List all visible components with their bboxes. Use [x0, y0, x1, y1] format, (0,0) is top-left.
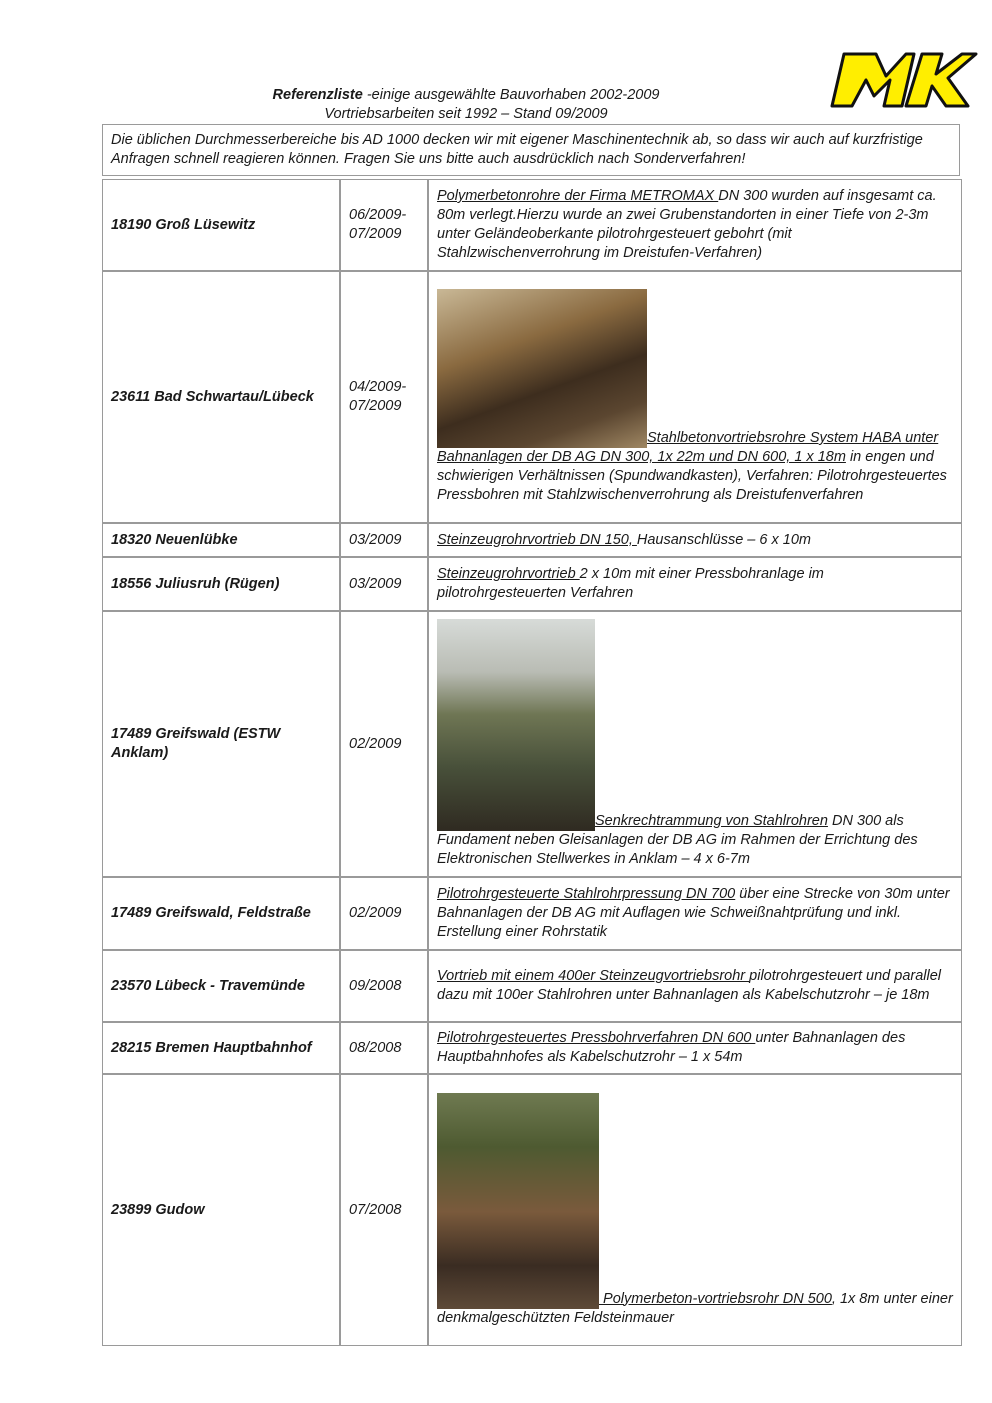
date-cell: 02/2009: [340, 877, 428, 950]
location-cell: 18320 Neuenlübke: [102, 523, 340, 557]
description-cell: [428, 1022, 962, 1074]
construction-pit-photo: [437, 289, 647, 448]
date-cell: 02/2009: [340, 611, 428, 877]
description-text: Hausanschlüsse – 6 x 10m: [636, 531, 811, 548]
location-cell: 23899 Gudow: [102, 1074, 340, 1346]
table-row: [102, 1074, 962, 1346]
location-cell: 18556 Juliusruh (Rügen): [102, 557, 340, 611]
date-cell: 03/2009: [340, 523, 428, 557]
date-cell: 04/2009-07/2009: [340, 271, 428, 523]
intro-text: Die üblichen Durchmesserbereiche bis AD 1000 decken wir mit eigener Maschinentechnik ab, so dass wir auch auf kurzfristige Anfragen schnell reagieren können. Fragen Sie uns bitte auch ausdrücklich nach Sonderverfahren!: [102, 124, 960, 176]
description-text: unter Bahnanlagen des Hauptbahnhofes als Kabelschutzrohr – 1 x 54m: [437, 1030, 906, 1065]
description-text: , 1x 8m unter einer denkmalgeschützten Feldsteinmauer: [437, 1290, 953, 1326]
description-cell: [428, 179, 962, 271]
table-row: [102, 557, 962, 611]
mk-logo: [830, 50, 978, 110]
description-highlight: Polymerbetonrohre der Firma METROMAX: [437, 188, 719, 204]
document-title: Referenzliste: [272, 87, 363, 103]
table-row: [102, 523, 962, 557]
date-cell: 03/2009: [340, 557, 428, 611]
table-row: [102, 877, 962, 950]
table-row: [102, 179, 962, 271]
location-cell: 23611 Bad Schwartau/Lübeck: [102, 271, 340, 523]
date-cell: 06/2009-07/2009: [340, 179, 428, 271]
excavation-pit-photo: [437, 1093, 599, 1309]
location-cell: 18190 Groß Lüsewitz: [102, 179, 340, 271]
description-highlight: Steinzeugrohrvortrieb DN 150,: [437, 531, 637, 548]
document-subtitle: Vortriebsarbeiten seit 1992 – Stand 09/2009: [324, 106, 608, 122]
description-highlight: Polymerbeton-vortriebsrohr DN 500: [599, 1290, 832, 1307]
table-row: [102, 611, 962, 877]
description-text: DN 300 wurden auf insgesamt ca. 80m verlegt.Hierzu wurde an zwei Grubenstandorten in einer Tiefe von 2-3m unter Geländeoberkante pilotrohrgesteuert gebohrt (mit Stahlzwischenverrohrung im Dreistufen-Verfahren): [437, 188, 937, 261]
table-row: [102, 1022, 962, 1074]
description-text: pilotrohrgesteuert und parallel dazu mit 100er Stahlrohren unter Bahnanlagen als Kabelschutzrohr – je 18m: [437, 968, 942, 1003]
description-cell: [428, 950, 962, 1022]
description-text: über eine Strecke von 30m unter Bahnanlagen der DB AG mit Auflagen wie Schweißnahtprüfung und inkl. Erstellung einer Rohrstatik: [437, 886, 950, 940]
description-highlight: Pilotrohrgesteuerte Stahlrohrpressung DN 700: [437, 886, 736, 902]
description-highlight: Stahlbetonvortriebsrohre System HABA unter Bahnanlagen der DB AG DN 300, 1x 22m und DN 600, 1 x 18m: [437, 430, 939, 465]
reference-table: [102, 179, 962, 1346]
document-title-rest: -einige ausgewählte Bauvorhaben 2002-2009: [362, 87, 660, 103]
description-highlight: Pilotrohrgesteuertes Pressbohrverfahren DN 600: [437, 1030, 756, 1046]
location-cell: 17489 Greifswald, Feldstraße: [102, 877, 340, 950]
description-cell: [428, 1074, 962, 1346]
description-cell: [428, 523, 962, 557]
description-cell: [428, 271, 962, 523]
description-text: in engen und schwierigen Verhältnissen (Spundwandkasten), Verfahren: Pilotrohrgesteuertes Pressbohren mit Stahlzwischenverrohrung als Dreistufenverfahren: [437, 449, 947, 503]
date-cell: 09/2008: [340, 950, 428, 1022]
document-header: [170, 86, 762, 124]
table-row: [102, 271, 962, 523]
location-cell: 17489 Greifswald (ESTW Anklam): [102, 611, 340, 877]
description-cell: [428, 557, 962, 611]
pile-driving-photo: [437, 619, 595, 831]
date-cell: 08/2008: [340, 1022, 428, 1074]
date-cell: 07/2008: [340, 1074, 428, 1346]
description-cell: [428, 877, 962, 950]
description-cell: [428, 611, 962, 877]
description-highlight: Senkrechtrammung von Stahlrohren: [595, 813, 828, 829]
location-cell: 28215 Bremen Hauptbahnhof: [102, 1022, 340, 1074]
description-text: DN 300 als Fundament neben Gleisanlagen der DB AG im Rahmen der Errichtung des Elektronischen Stellwerkes in Anklam – 4 x 6-7m: [437, 813, 918, 867]
location-cell: 23570 Lübeck - Travemünde: [102, 950, 340, 1022]
description-text: 2 x 10m mit einer Pressbohranlage im pilotrohrgesteuerten Verfahren: [437, 566, 824, 601]
table-row: [102, 950, 962, 1022]
description-highlight: Steinzeugrohrvortrieb: [437, 566, 580, 582]
description-highlight: Vortrieb mit einem 400er Steinzeugvortriebsrohr: [437, 968, 750, 984]
